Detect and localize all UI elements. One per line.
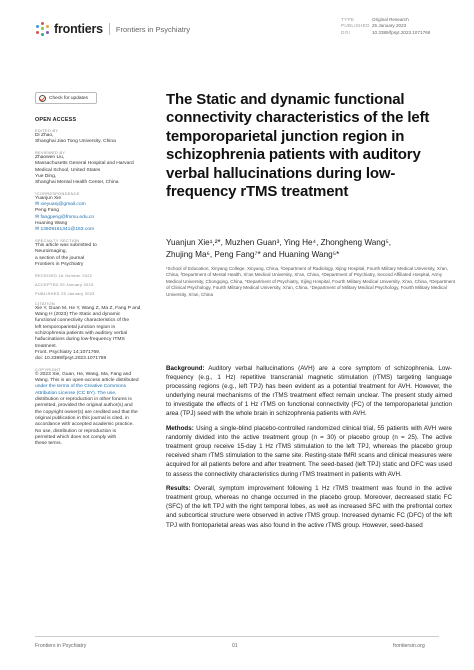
sidebar-text: doi: 10.3389/fpsyt.2023.1071769 [35,356,107,362]
article-title: The Static and dynamic functional connectivity characteristics of the left temporoparietal junction region in schizophrenia patients with auditory verbal hallucinations during low-frequency rTMS treatment [166,91,430,201]
meta-published: PUBLISHED 25 January 2023 [341,23,407,29]
sidebar-text: Shanghai Mental Health Center, China [35,180,119,186]
sidebar-text: No use, distribution or reproduction is [35,428,117,434]
sidebar-text: left temporoparietal junction region in [35,324,116,330]
sidebar-text: distribution or reproduction in other forums is [35,397,132,403]
sidebar-spacer [35,278,153,280]
sidebar-text: Massachusetts General Hospital and Harvard [35,161,134,167]
sidebar-spacer [35,287,153,289]
sidebar-text: accordance with accepted academic practice. [35,422,134,428]
article-sidebar [35,117,153,449]
sidebar-text: Yuanjun Xie [35,195,62,201]
sidebar-text: Wang H (2023) The Static and dynamic [35,312,121,318]
abstract-methods: Methods: Using a single-blind placebo-controlled randomized clinical trial, 55 patients with AVH were randomly divided into the active treatment group (n = 30) or placebo group (n = 25). The active treatment group receive 15-day 1 Hz rTMS stimulation to the left TPJ, whereas the placebo group received sham rTMS stimulation to the same site. Resting-state fMRI scans and clinical measures were acquired for all patients before and after treatment. The seed-based (left TPJ) static and DFC was used to assess the connectivity characteristics during rTMS treatment in patients with AVH. [166,425,452,478]
footer-site-link[interactable]: frontiersin.org [393,643,425,649]
sidebar-spacer [35,268,153,270]
sidebar-heading: SPECIALTY SECTION [35,238,80,244]
abstract-background: Background: Auditory verbal hallucinations (AVH) are a core symptom of schizophrenia. Low-frequency (e.g., 1 Hz) repetitive transcranial magnetic stimulation (rTMS) targeting language processing regions (e.g., left TPJ) has been evident as a potential treatment for AVH. However, the underlying neural mechanisms of the rTMS treatment effect remain unclear. The present study aimed to investigate the effects of 1 Hz rTMS on functional connectivity (FC) of the temporoparietal junction area (TPJ) seed with the whole brain in schizophrenia patients with AVH. [166,365,452,418]
page-header [0,0,474,58]
sidebar-heading: CITATION [35,300,55,306]
sidebar-text: Medical School, United States [35,167,101,173]
sidebar-text: Frontiers in Psychiatry [35,261,84,267]
sidebar-heading: PUBLISHED 25 January 2023 [35,291,95,297]
journal-link[interactable]: Frontiers in Psychiatry [115,24,191,34]
check-for-updates-button[interactable]: Check for updates [35,92,97,104]
sidebar-text: Front. Psychiatry 14:1071769. [35,349,101,355]
sidebar-text: Yue Ding, [35,173,57,179]
sidebar-text: permitted, provided the original author(s) and [35,403,133,409]
meta-doi[interactable]: DOI 10.3389/fpsyt.2023.1071769 [341,29,431,35]
brand-name: frontiers [54,22,103,36]
sidebar-text: Zhaowen Liu, [35,154,65,160]
sidebar-heading: RECEIVED 16 October 2022 [35,272,93,278]
sidebar-heading: COPYRIGHT [35,366,61,372]
sidebar-link[interactable]: ✉ fangpeng@fmmu.edu.cn [35,214,95,220]
sidebar-text: © 2023 Xie, Guan, He, Wang, Ma, Fang and [35,371,132,377]
sidebar-text: hallucinations during low-frequency rTMS [35,337,125,343]
sidebar-heading: *CORRESPONDENCE [35,190,80,196]
sidebar-text: This article was submitted to [35,243,97,249]
abstract-results: Results: Overall, symptom improvement following 1 Hz rTMS treatment was found in the active treatment group, whereas no change occurred in the placebo group. Moreover, decreased static FC (SFC) of the left TPJ with the right temporal lobes, as well as increased SFC with the prefrontal cortex and subcortical structure were observed in active rTMS group. Increased dynamic FC (DFC) of the left TPJ with frontoparietal areas was also found in the active rTMS group. However, seed-based [166,485,452,529]
open-access-label: OPEN ACCESS [35,117,77,123]
sidebar-spacer [35,146,153,148]
frontiers-logo[interactable] [36,22,190,36]
page-number: 01 [232,643,238,649]
frontiers-dots-icon [36,22,50,36]
check-icon [39,95,46,102]
sidebar-text: the copyright owner(s) are credited and that the [35,409,138,415]
sidebar-heading: EDITED BY [35,128,59,133]
sidebar-spacer [35,296,153,298]
brand-divider [109,23,110,35]
affiliations: ¹School of Education, Xinyang College, Xinyang, China, ²Department of Radiology, Xijing Hospital, Fourth Military Medical University, Xi'an, China, ³Department of Mental Health, Xi'an Medical University, Xi'an, China, ⁴Department of Psychiatry, Second Affiliated Hospital, Army Medical University, Chongqing, China, ⁵Department of Psychiatry, Xijing Hospital, Fourth Military Medical University, Xi'an, China, ⁶Department of Clinical Psychology, Fourth Military Medical University, Xi'an, China, ⁷Department of Military Medical Psychology, Fourth Military Medical University, Xi'an, China [166,266,456,297]
article-meta [341,17,430,36]
sidebar-link[interactable]: ✉ 13609161341@163.com [35,227,95,233]
sidebar-text: these terms. [35,441,62,447]
sidebar-text: functional connectivity characteristics of the [35,318,130,324]
footer-journal[interactable]: Frontiers in Psychiatry [35,643,87,649]
authors-line: Zhujing Ma⁶, Peng Fang⁷* and Huaning Wang⁵* [166,250,340,259]
meta-type: TYPE Original Research [341,17,409,22]
author-list [166,237,452,261]
sidebar-spacer [35,234,153,236]
sidebar-text: Huaning Wang [35,221,68,227]
sidebar-text: Shanghai Jiao Tong University, China [35,139,116,145]
sidebar-sections [35,128,153,449]
sidebar-link[interactable]: Attribution License (CC BY). The use, [35,390,117,396]
sidebar-heading: REVIEWED BY [35,149,66,155]
footer-divider [35,636,439,637]
sidebar-spacer [35,447,153,449]
authors-line: Yuanjun Xie¹,²*, Muzhen Guan³, Ying He⁴, Zhongheng Wang⁵, [166,238,392,247]
sidebar-text: permitted which does not comply with [35,434,117,440]
sidebar-link[interactable]: ✉ xieyuanj@gmail.com [35,202,86,208]
sidebar-spacer [35,362,153,364]
sidebar-text: a section of the journal [35,255,85,261]
sidebar-text: Wang. This is an open-access article distributed [35,378,139,384]
sidebar-text: schizophrenia patients with auditory verbal [35,330,128,336]
sidebar-text: Neuroimaging, [35,249,67,255]
sidebar-text: original publication in this journal is cited, in [35,415,129,421]
sidebar-spacer [35,186,153,188]
sidebar-text: treatment. [35,343,58,349]
sidebar-link[interactable]: under the terms of the Creative Commons [35,384,127,390]
sidebar-text: Peng Fang [35,208,59,214]
sidebar-heading: ACCEPTED 09 January 2023 [35,282,94,287]
sidebar-text: Di Zhao, [35,133,54,138]
abstract [166,364,452,535]
sidebar-text: Xie Y, Guan M, He Y, Wang Z, Ma Z, Fang P and [35,305,141,311]
